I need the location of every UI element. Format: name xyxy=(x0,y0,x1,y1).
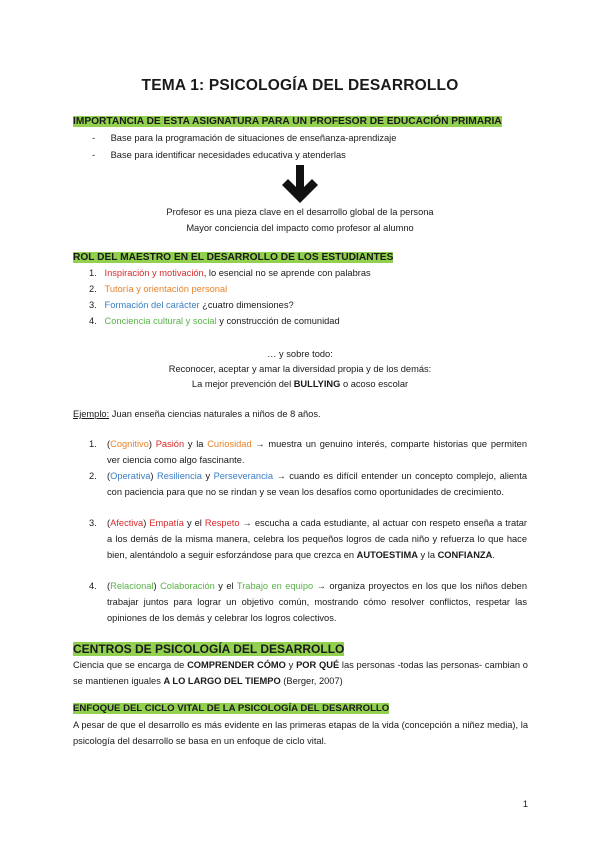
section-paragraph: A pesar de que el desarrollo es más evidente en las primeras etapas de la vida (concepción a niñez media), la psicología del desarrollo se basa en un enfoque de ciclo vital. xyxy=(73,720,528,746)
down-arrow-icon xyxy=(281,165,319,205)
page-number: 1 xyxy=(522,799,528,809)
section-heading-enfoque: ENFOQUE DEL CICLO VITAL DE LA PSICOLOGÍA DEL DESARROLLO xyxy=(73,703,390,714)
bullet-item: - Base para la programación de situaciones de enseñanza-aprendizaje xyxy=(92,133,397,143)
list-item: 4. Conciencia cultural y social y construcción de comunidad xyxy=(89,316,340,326)
section-heading-centros: CENTROS DE PSICOLOGÍA DEL DESARROLLO xyxy=(73,642,345,656)
section-paragraph: Ciencia que se encarga de COMPRENDER CÓMO y POR QUÉ las personas -todas las personas- cambian o se mantienen iguales A LO LARGO DEL TIEMPO (Berger, 2007) xyxy=(73,660,528,686)
list-item: 1. Inspiración y motivación, lo esencial no se aprende con palabras xyxy=(89,268,371,278)
closing-line: Reconocer, aceptar y amar la diversidad propia y de los demás: xyxy=(168,364,432,374)
center-line: Profesor es una pieza clave en el desarrollo global de la persona xyxy=(166,207,434,217)
list-item: 2. Tutoría y orientación personal xyxy=(89,284,228,294)
example-item: 4. (Relacional) Colaboración y el Trabajo en equipo → organiza proyectos en los que los niños deben trabajar juntos para lograr un objetivo común, mostrando cómo resolver conflictos, respetar las opiniones de los demás y celebrar los logros colectivos. xyxy=(89,581,527,623)
list-item: 3. Formación del carácter ¿cuatro dimensiones? xyxy=(89,300,294,310)
section-heading-importancia: IMPORTANCIA DE ESTA ASIGNATURA PARA UN PROFESOR DE EDUCACIÓN PRIMARIA xyxy=(73,116,502,127)
example-item: 2. (Operativa) Resiliencia y Perseverancia → cuando es difícil entender un concepto complejo, alienta con paciencia para que no se rindan y se vean los desafíos como oportunidades de crecimiento. xyxy=(89,471,527,497)
example-item: 3. (Afectiva) Empatía y el Respeto → escucha a cada estudiante, al actuar con respeto enseña a tratar a los demás de la misma manera, celebra los pequeños logros de cada niño y refuerza lo que hace bien, alentándolo a seguir esforzándose para que crezca en AUTOESTIMA y la CONFIANZA. xyxy=(89,518,527,560)
closing-line: La mejor prevención del BULLYING o acoso escolar xyxy=(191,379,409,389)
section-heading-rol: ROL DEL MAESTRO EN EL DESARROLLO DE LOS ESTUDIANTES xyxy=(73,252,394,263)
example-item: 1. (Cognitivo) Pasión y la Curiosidad → muestra un genuino interés, comparte historias que permiten ver ciencia como algo fascinante. xyxy=(89,439,527,465)
closing-line: … y sobre todo: xyxy=(267,349,333,359)
page-title: TEMA 1: PSICOLOGÍA DEL DESARROLLO xyxy=(141,77,459,94)
center-line: Mayor conciencia del impacto como profesor al alumno xyxy=(186,223,414,233)
example-intro: Ejemplo: Juan enseña ciencias naturales a niños de 8 años. xyxy=(73,409,321,419)
bullet-item: - Base para identificar necesidades educativa y atenderlas xyxy=(92,150,346,160)
